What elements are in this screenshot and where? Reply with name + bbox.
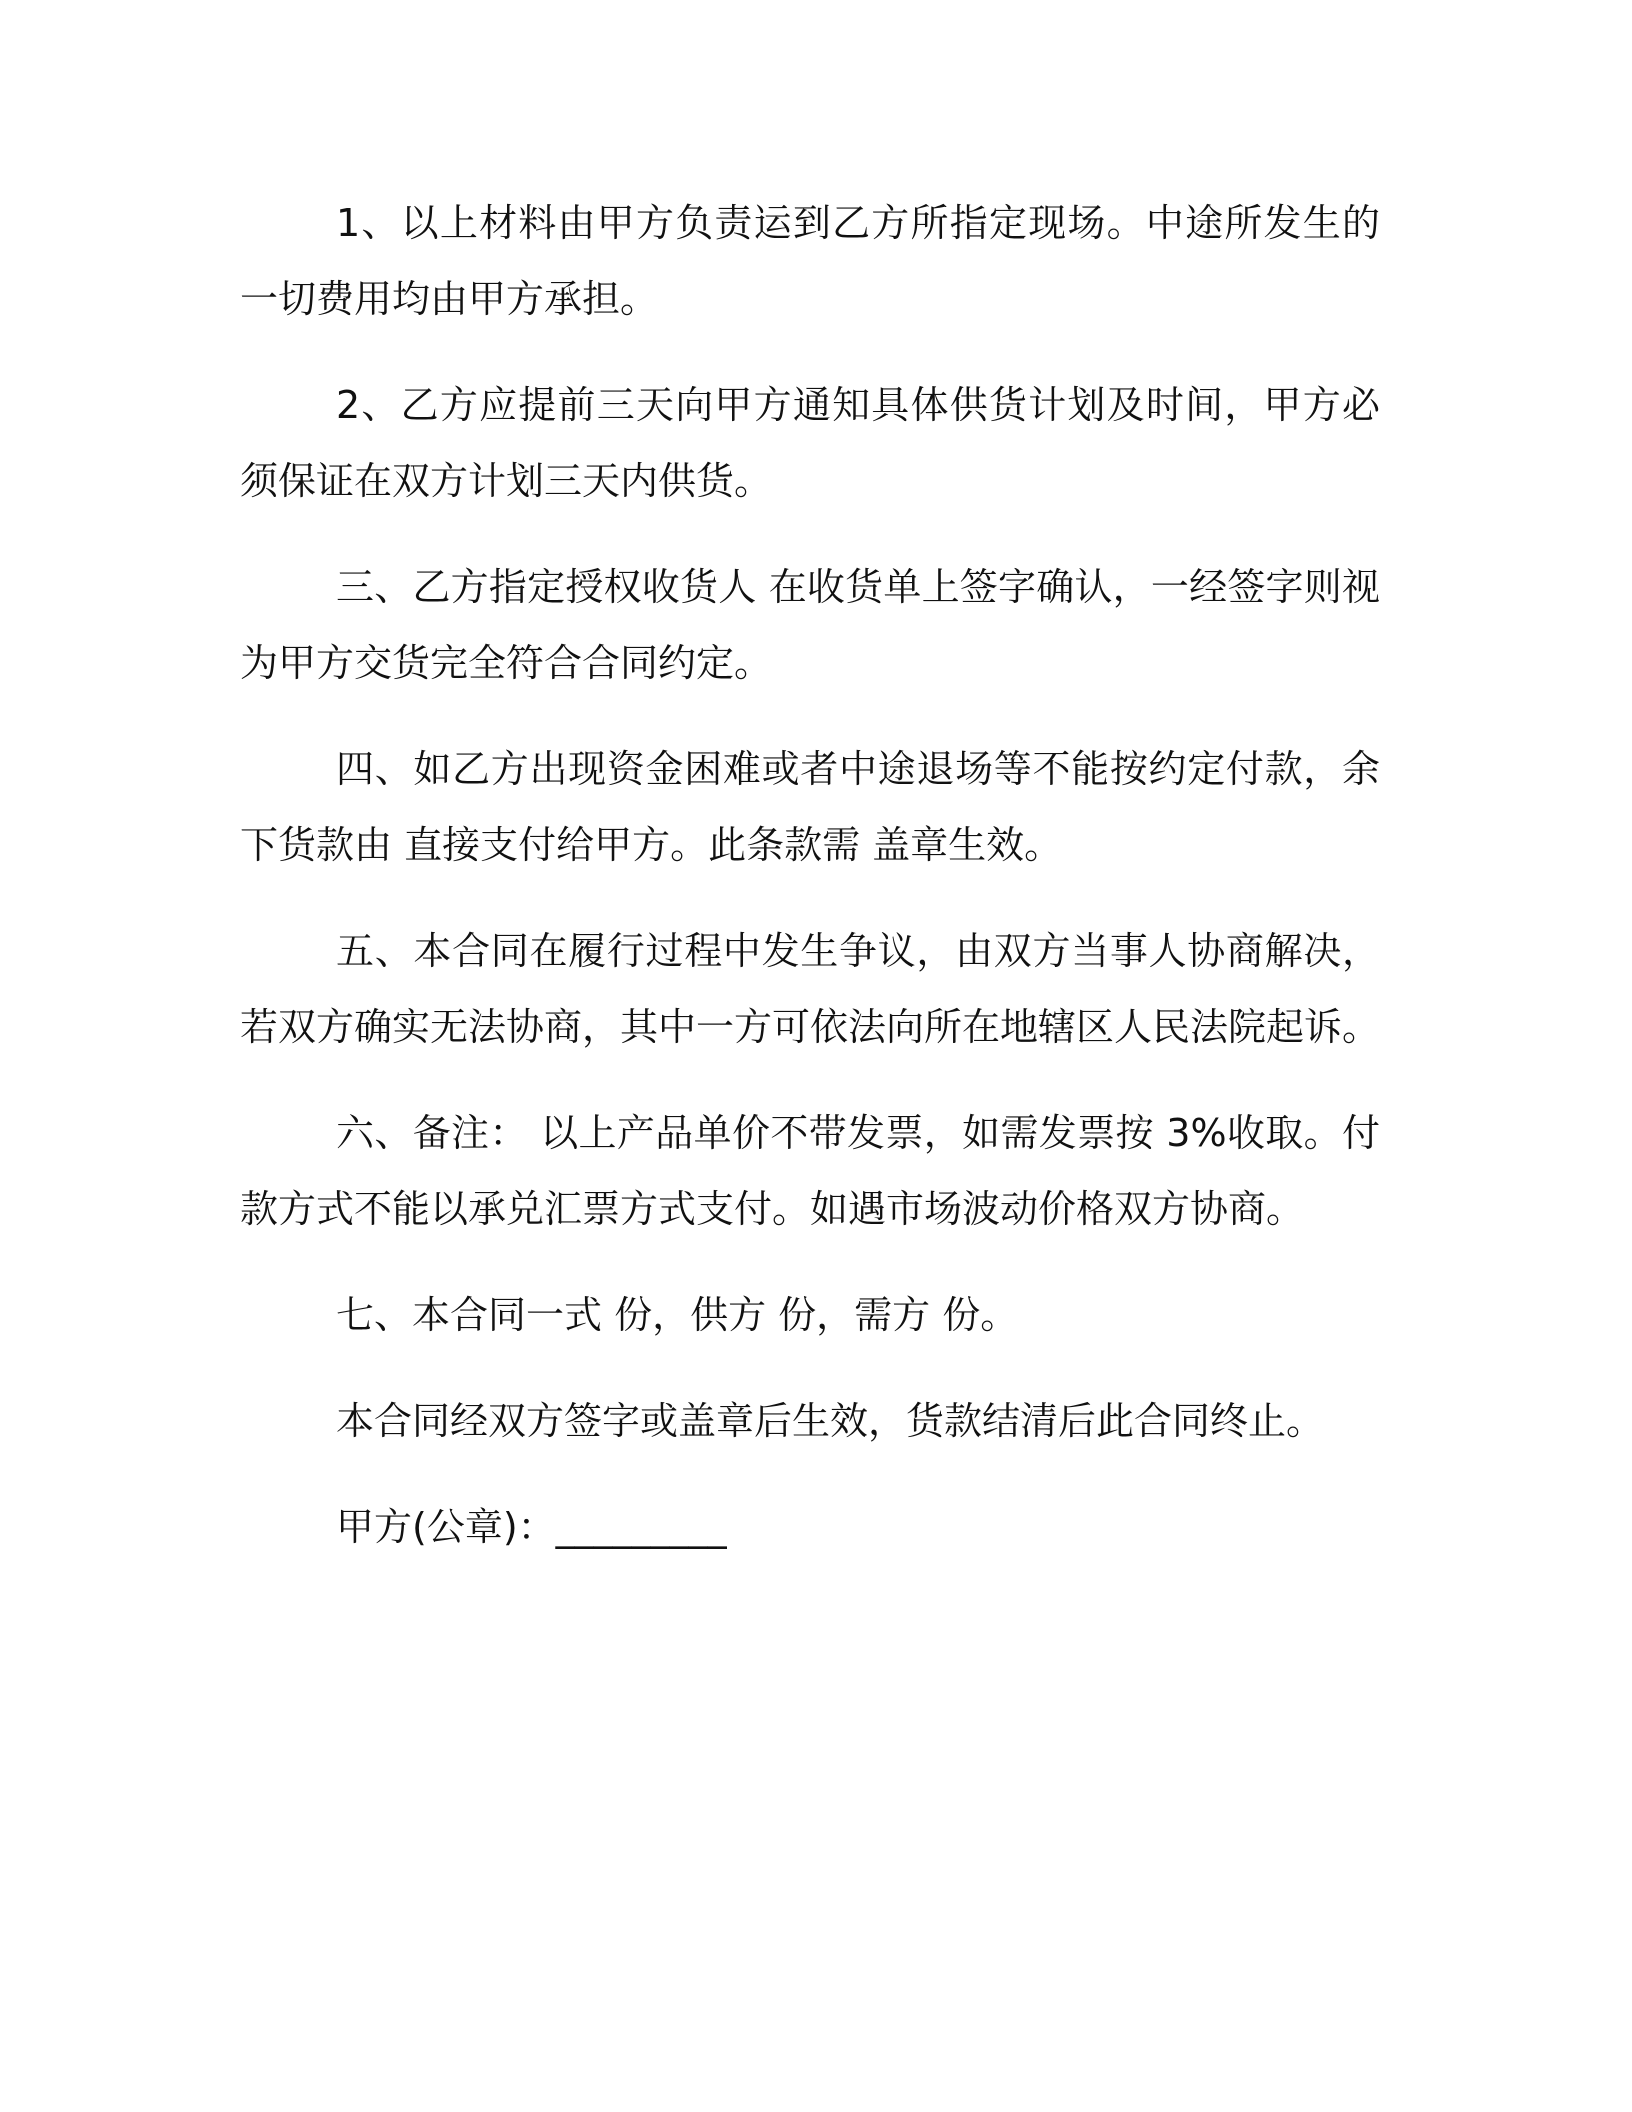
- clause-5: 五、本合同在履行过程中发生争议，由双方当事人协商解决，若双方确实无法协商，其中一方可依法向所在地辖区人民法院起诉。: [240, 929, 1381, 1049]
- clause-7: 七、本合同一式 份，供方 份，需方 份。: [336, 1293, 1019, 1337]
- document-body: [240, 185, 1380, 1565]
- clause-6: 六、备注： 以上产品单价不带发票，如需发票按 3%收取。付款方式不能以承兑汇票方式支付。如遇市场波动价格双方协商。: [240, 1111, 1380, 1231]
- clause-4: 四、如乙方出现资金困难或者中途退场等不能按约定付款，余下货款由 直接支付给甲方。此条款需 盖章生效。: [240, 747, 1380, 867]
- clause-1: 1、以上材料由甲方负责运到乙方所指定现场。中途所发生的一切费用均由甲方承担。: [240, 201, 1380, 321]
- party-a-signature: 甲方(公章)：_________: [336, 1505, 727, 1549]
- effective-clause: 本合同经双方签字或盖章后生效，货款结清后此合同终止。: [336, 1399, 1325, 1443]
- clause-2: 2、乙方应提前三天向甲方通知具体供货计划及时间，甲方必须保证在双方计划三天内供货。: [240, 383, 1380, 503]
- clause-3: 三、乙方指定授权收货人 在收货单上签字确认，一经签字则视为甲方交货完全符合合同约定。: [240, 565, 1380, 685]
